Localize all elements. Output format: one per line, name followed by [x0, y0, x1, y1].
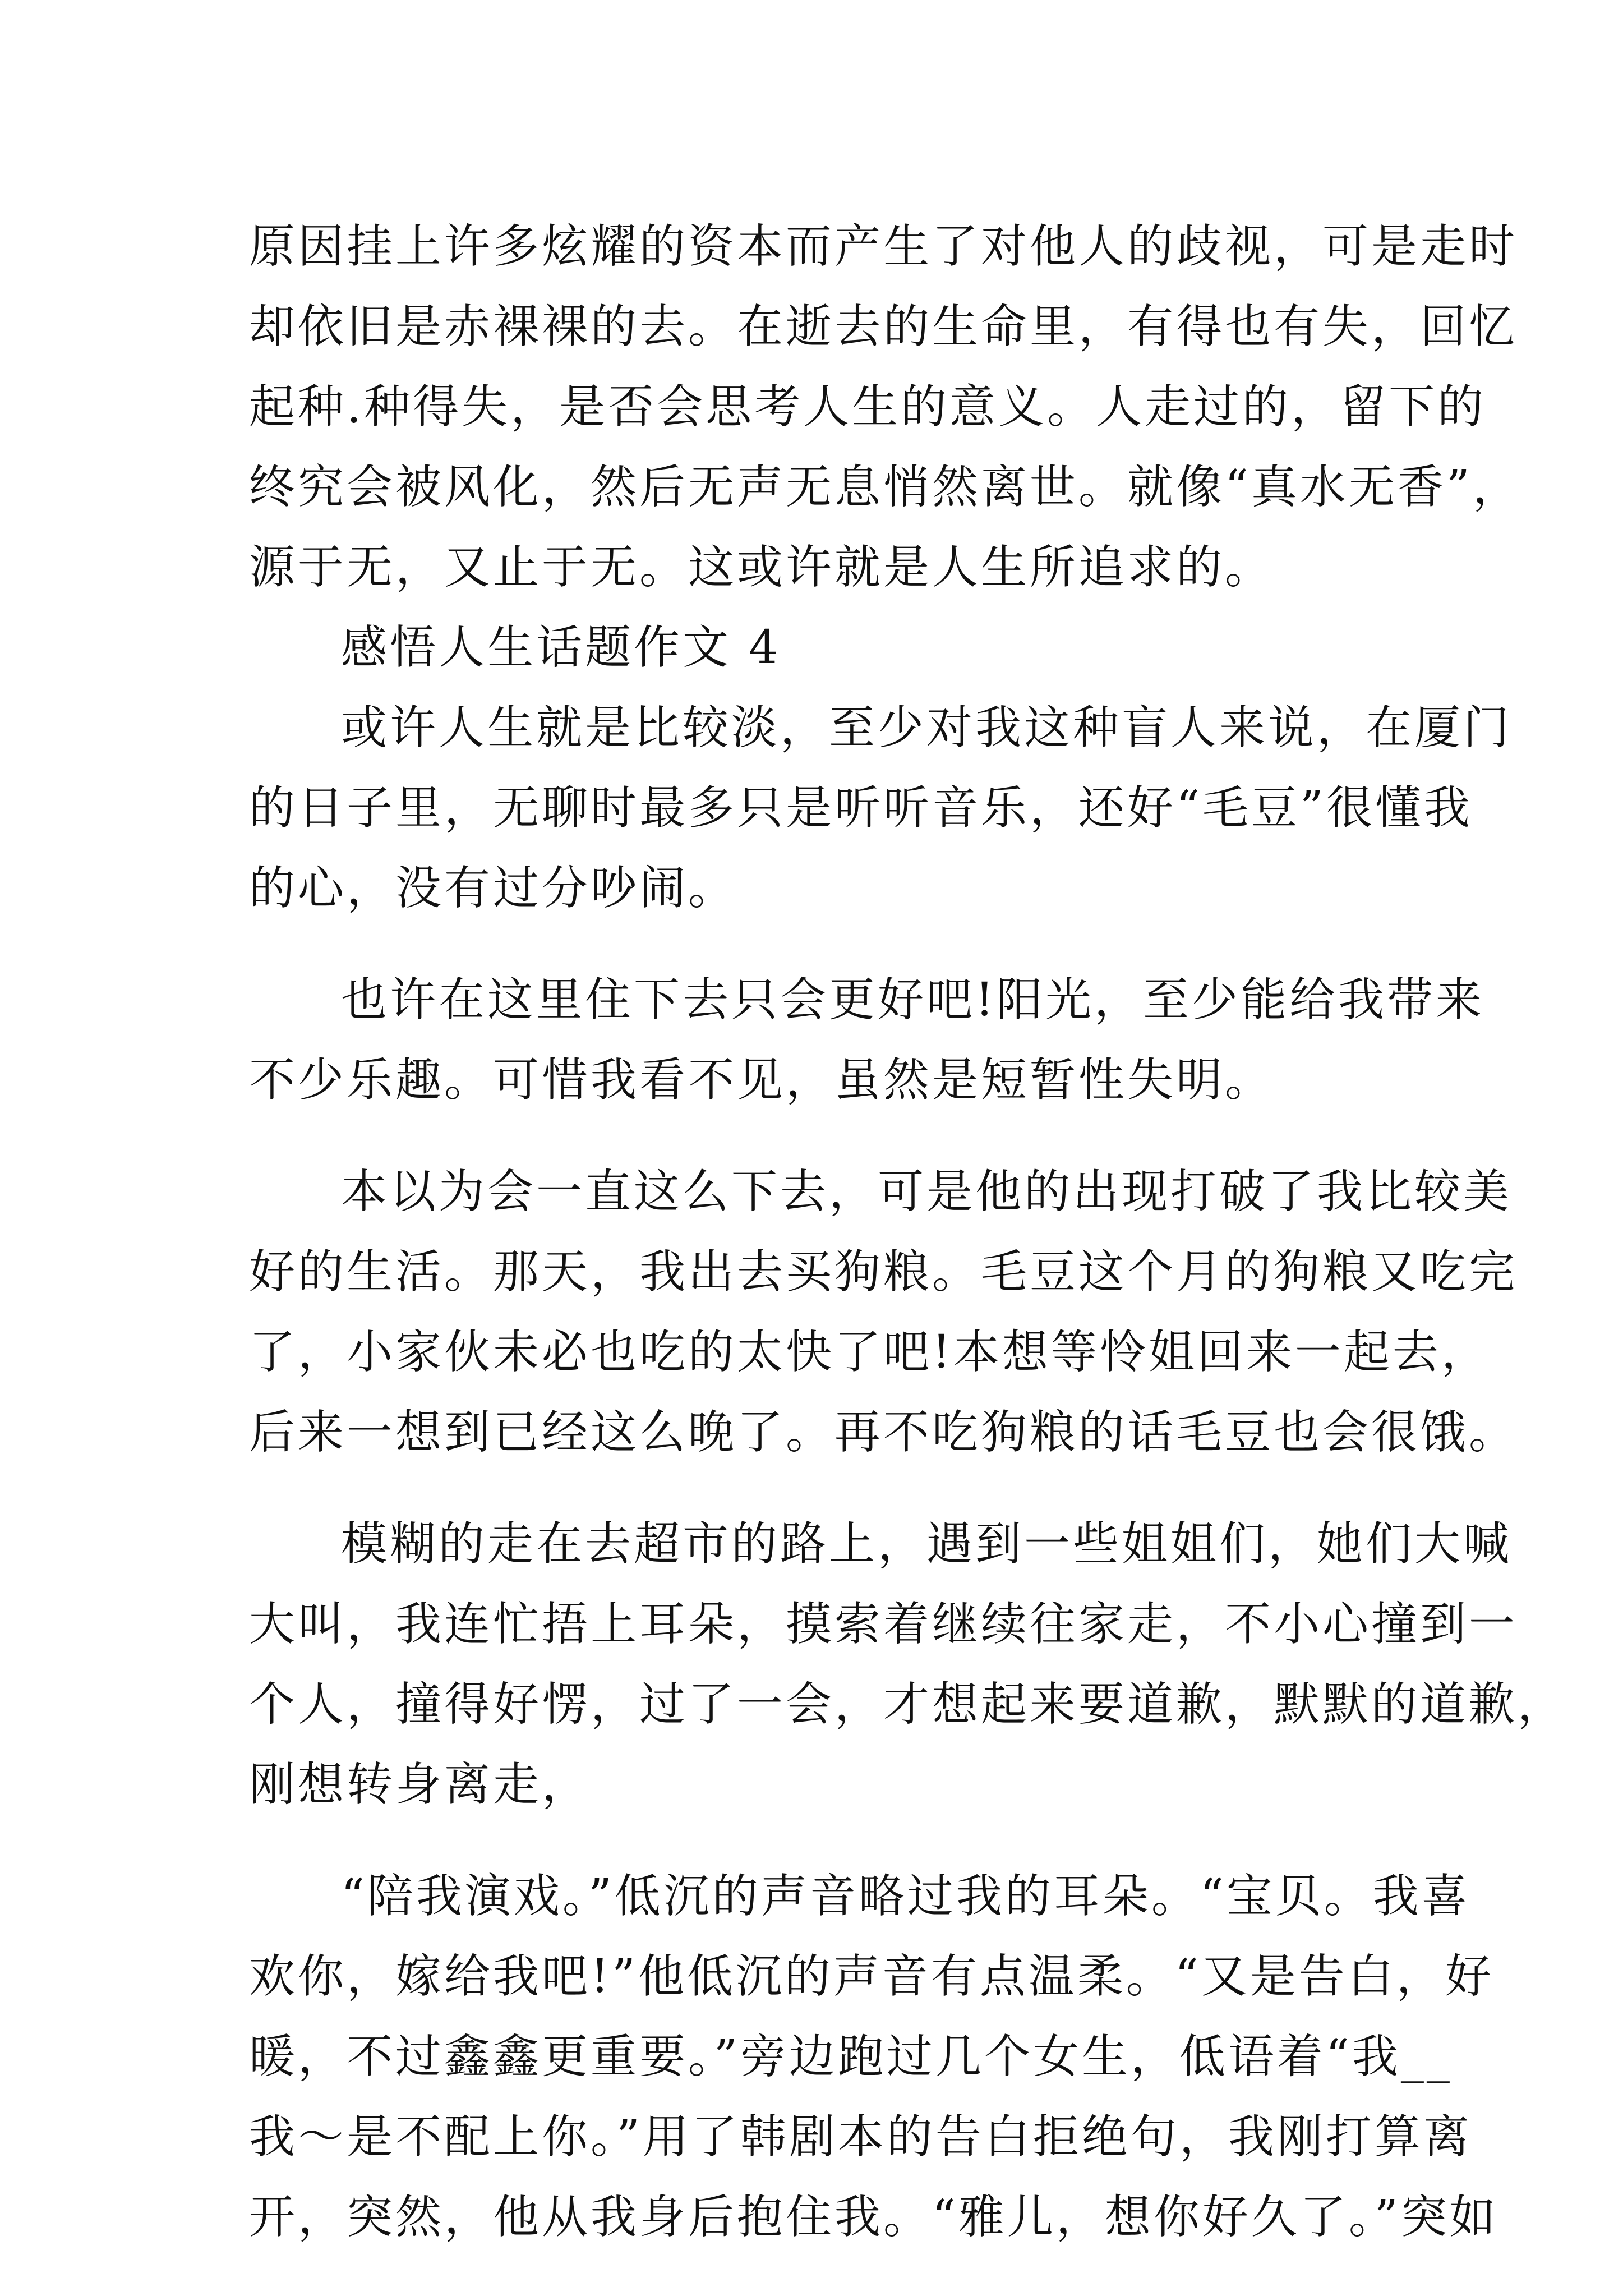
text-line: “陪我演戏。”低沉的声音略过我的耳朵。“宝贝。我喜 — [341, 1870, 1470, 1923]
heading-line: 感悟人生话题作文 4 — [341, 621, 781, 674]
text-line: 源于无，又止于无。这或许就是人生所追求的。 — [249, 541, 1274, 594]
text-line: 终究会被风化，然后无声无息悄然离世。就像“真水无香”， — [249, 461, 1521, 514]
text-line: 也许在这里住下去只会更好吧!阳光，至少能给我带来 — [341, 973, 1484, 1027]
text-line: 后来一想到已经这么晚了。再不吃狗粮的话毛豆也会很饿。 — [249, 1406, 1518, 1459]
text-line: 好的生活。那天，我出去买狗粮。毛豆这个月的狗粮又吃完 — [249, 1245, 1518, 1299]
text-line: 不少乐趣。可惜我看不见，虽然是短暂性失明。 — [249, 1053, 1274, 1107]
text-line: 了，小家伙未必也吃的太快了吧!本想等怜姐回来一起去， — [249, 1326, 1490, 1379]
paragraph-2 — [249, 688, 1513, 928]
text-line: 暖，不过鑫鑫更重要。”旁边跑过几个女生，低语着“我__ — [249, 2030, 1453, 2083]
section-heading — [249, 608, 1393, 688]
text-line: 欢你，嫁给我吧!”他低沉的声音有点温柔。“又是告白，好 — [249, 1950, 1494, 2003]
paragraph-1 — [249, 206, 1521, 608]
text-line: 刚想转身离走， — [249, 1758, 591, 1811]
text-line: 的日子里，无聊时最多只是听听音乐，还好“毛豆”很懂我 — [249, 781, 1473, 835]
text-line: 或许人生就是比较淡，至少对我这种盲人来说，在厦门 — [341, 701, 1513, 754]
text-line: 开，突然，他从我身后抱住我。“雅儿，想你好久了。”突如 — [249, 2191, 1498, 2244]
text-line: 本以为会一直这么下去，可是他的出现打破了我比较美 — [341, 1165, 1513, 1218]
document-body — [249, 206, 1567, 2257]
text-line: 原因挂上许多炫耀的资本而产生了对他人的歧视，可是走时 — [249, 220, 1518, 273]
paragraph-4 — [249, 1152, 1518, 1473]
text-line: 却依旧是赤裸裸的去。在逝去的生命里，有得也有失，回忆 — [249, 300, 1518, 353]
text-line: 的心，没有过分吵闹。 — [249, 862, 737, 915]
text-line: 模糊的走在去超市的路上，遇到一些姐姐们，她们大喊 — [341, 1517, 1513, 1571]
text-line: 我～是不配上你。”用了韩剧本的告白拒绝句，我刚打算离 — [249, 2110, 1472, 2164]
paragraph-3 — [249, 960, 1484, 1120]
text-line: 个人，撞得好愣，过了一会，才想起来要道歉，默默的道歉， — [249, 1678, 1567, 1731]
text-line: 大叫，我连忙捂上耳朵，摸索着继续往家走，不小心撞到一 — [249, 1598, 1518, 1651]
paragraph-6 — [249, 1856, 1498, 2257]
paragraph-5 — [249, 1504, 1567, 1825]
text-line: 起种.种得失，是否会思考人生的意义。人走过的，留下的 — [249, 380, 1487, 434]
